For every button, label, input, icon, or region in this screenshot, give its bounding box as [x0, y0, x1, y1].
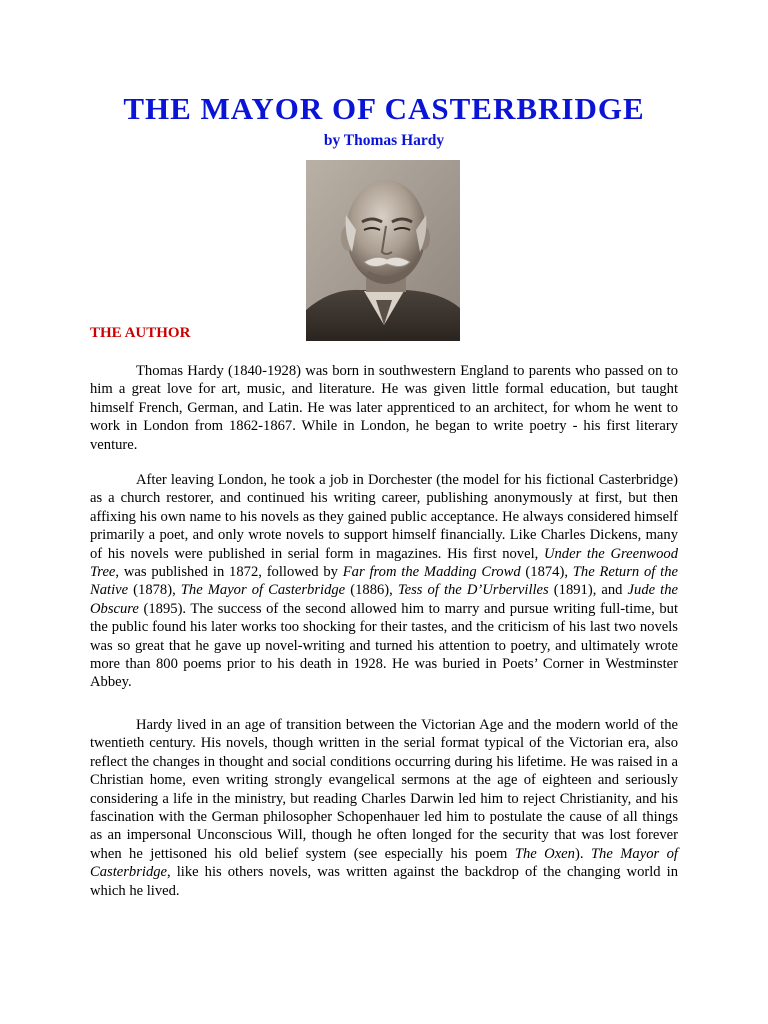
- italic-title-text: Far from the Madding Crowd: [342, 564, 521, 581]
- paragraph-text: [90, 716, 678, 900]
- paragraph-text: [90, 362, 678, 454]
- italic-title-text: The Oxen: [514, 845, 575, 862]
- body-text-run: After leaving London, he took a job in Dorchester (the model for his fictional Casterbridge) as a church restorer, and continued his writing career, publishing anonymously at first, but then affixing his own name to his novels as they gained public acceptance. He always considered himself primarily a poet, and only wrote novels to support himself financially. Like Charles Dickens, many of his novels were published in serial form in magazines. His first novel,: [90, 472, 678, 562]
- body-text-run: (1878),: [128, 582, 181, 599]
- italic-title-text: The Return of the Native: [90, 564, 678, 599]
- paragraph-2: [90, 471, 678, 692]
- document-subtitle: by Thomas Hardy: [323, 132, 445, 149]
- author-portrait-image: [306, 160, 460, 341]
- italic-title-text: The Mayor of Casterbridge: [180, 582, 346, 599]
- italic-title-text: The Mayor of Casterbridge: [90, 845, 678, 881]
- body-text-run: (1891), and: [548, 582, 628, 599]
- paragraph-3: [90, 716, 678, 900]
- body-text-run: ).: [574, 845, 591, 862]
- body-text-run: , like his others novels, was written against the backdrop of the changing world in which he lived.: [90, 864, 678, 899]
- body-text-run: Thomas Hardy (1840-1928) was born in southwestern England to parents who passed on to him a great love for art, music, and literature. He was given little formal education, but taught himself French, German, and Latin. He was later apprenticed to an architect, for whom he went to work in London from 1862-1867. While in London, he began to write poetry - his first literary venture.: [90, 363, 678, 453]
- body-text-run: Hardy lived in an age of transition between the Victorian Age and the modern world of the twentieth century. His novels, though written in the serial format typical of the Victorian era, also reflect the changes in thought and social conditions occurring during his lifetime. He was raised in a Christian home, even writing strongly evangelical sermons at the age of eighteen and seriously considering a life in the ministry, but reading Charles Darwin led him to reject Christianity, and his fascination with the German philosopher Schopenhauer led him to postulate the cause of all things as an impersonal Unconscious Will, though he often longed for the security that was lost forever when he jettisoned his old belief system (see especially his poem: [90, 717, 678, 862]
- body-text-run: (1895). The success of the second allowed him to marry and pursue writing full-time, but the public found his later works too shocking for their tastes, and the criticism of his last two novels was so great that he gave up novel-writing and turned his attention to poetry, and ultimately wrote more than 800 poems prior to his death in 1928. He was buried in Poets’ Corner in Westminster Abbey.: [90, 600, 678, 691]
- document-title: THE MAYOR OF CASTERBRIDGE: [123, 91, 645, 126]
- body-text-run: (1874),: [520, 564, 573, 581]
- italic-title-text: Jude the Obscure: [90, 582, 678, 617]
- paragraph-1: [90, 362, 678, 454]
- italic-title-text: Under the Greenwood Tree: [90, 545, 678, 581]
- body-text-run: (1886),: [345, 582, 398, 599]
- section-heading-author: THE AUTHOR: [90, 325, 191, 341]
- paragraph-text: [90, 471, 678, 692]
- portrait-photo: [306, 160, 460, 341]
- body-text-run: , was published in 1872, followed by: [115, 564, 343, 581]
- italic-title-text: Tess of the D’Urbervilles: [397, 582, 549, 599]
